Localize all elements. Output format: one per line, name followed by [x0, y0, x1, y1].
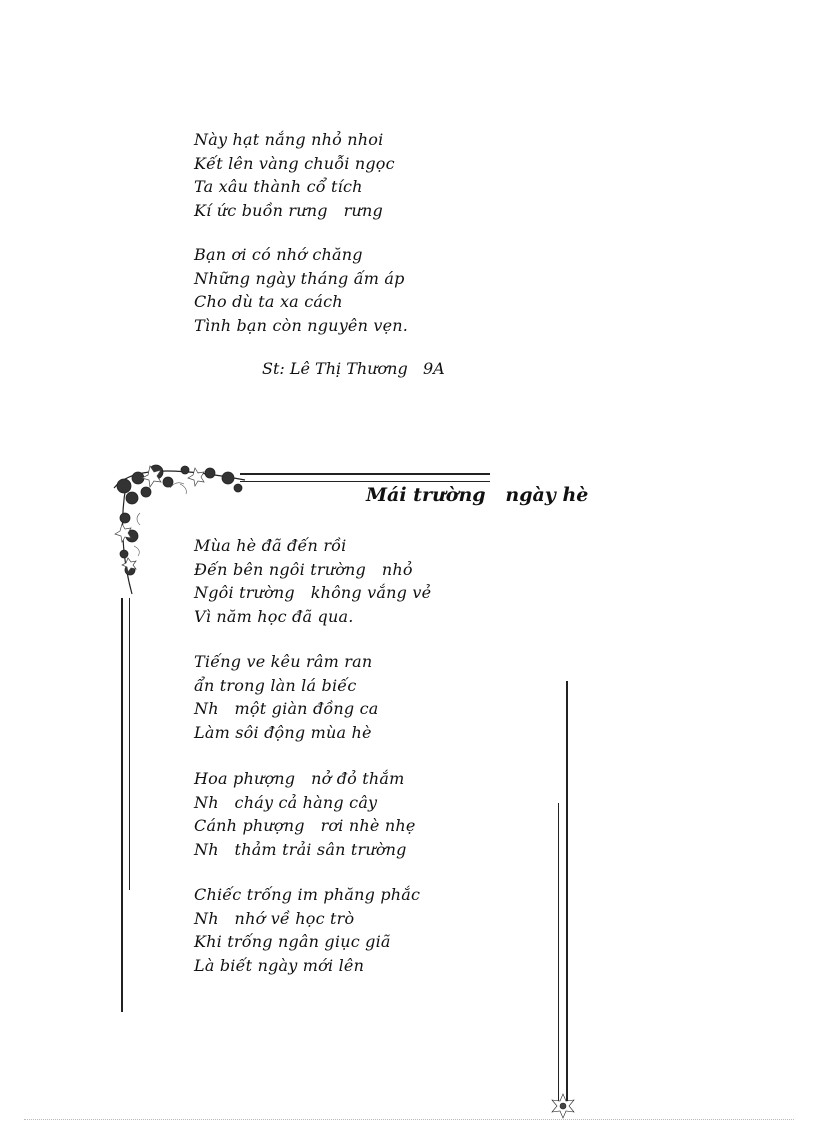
frame-right-rule — [566, 681, 568, 1101]
poem-line: Bạn ơi có nhớ chăng — [194, 245, 363, 264]
poem2-title: Mái trường ngày hè — [366, 484, 589, 506]
poem2-stanza-2 — [194, 650, 379, 744]
poem-line: Hoa phượng nở đỏ thắm — [194, 769, 405, 788]
poem-line: Cho dù ta xa cách — [194, 292, 343, 311]
poem-line: Nh một giàn đồng ca — [194, 699, 379, 718]
poem-line: Vì năm học đã qua. — [194, 606, 354, 626]
poem-line: Nh nhớ về học trò — [194, 908, 355, 928]
poem-line: Này hạt nắng nhỏ nhoi — [194, 130, 384, 149]
poem1-attribution: St: Lê Thị Thương 9A — [262, 359, 445, 378]
frame-right-rule-thin — [558, 803, 559, 1101]
poem-line: Đến bên ngôi trường nhỏ — [194, 559, 413, 579]
poem-line: Cánh phượng rơi nhè nhẹ — [194, 816, 416, 835]
frame-left-rule-thin — [129, 598, 130, 890]
poem1-stanza-1 — [194, 128, 395, 222]
poem-line: Tiếng ve kêu râm ran — [194, 652, 373, 671]
poem-line: Nh cháy cả hàng cây — [194, 792, 378, 812]
poem-line: Ta xâu thành cổ tích — [194, 177, 363, 196]
poem-line: Làm sôi động mùa hè — [194, 722, 372, 742]
poem-line: ẩn trong làn lá biếc — [194, 675, 357, 695]
poem2-stanza-1 — [194, 534, 431, 628]
poem-line: Nh thảm trải sân trường — [194, 839, 407, 859]
poem-line: Khi trống ngân giục giã — [194, 932, 391, 951]
floral-corner-small-icon — [546, 1092, 580, 1120]
frame-top-rule — [240, 473, 490, 475]
poem-line: Ngôi trường không vắng vẻ — [194, 583, 432, 602]
poem-line: Những ngày tháng ấm áp — [194, 268, 405, 288]
poem-line: Là biết ngày mới lên — [194, 955, 365, 975]
poem-line: Kí ức buồn rưng rưng — [194, 200, 383, 220]
poem-line: Kết lên vàng chuỗi ngọc — [194, 153, 395, 173]
frame-left-rule — [121, 598, 123, 1012]
poem-line: Mùa hè đã đến rồi — [194, 536, 347, 555]
poem2-stanza-3 — [194, 767, 416, 861]
page-bottom-divider — [24, 1119, 794, 1121]
frame-top-rule-thin — [240, 481, 490, 482]
poem1-stanza-2 — [194, 243, 408, 337]
poem-line: Chiếc trống im phăng phắc — [194, 885, 421, 904]
poem-line: Tình bạn còn nguyên vẹn. — [194, 315, 409, 335]
poem2-stanza-4 — [194, 883, 420, 977]
